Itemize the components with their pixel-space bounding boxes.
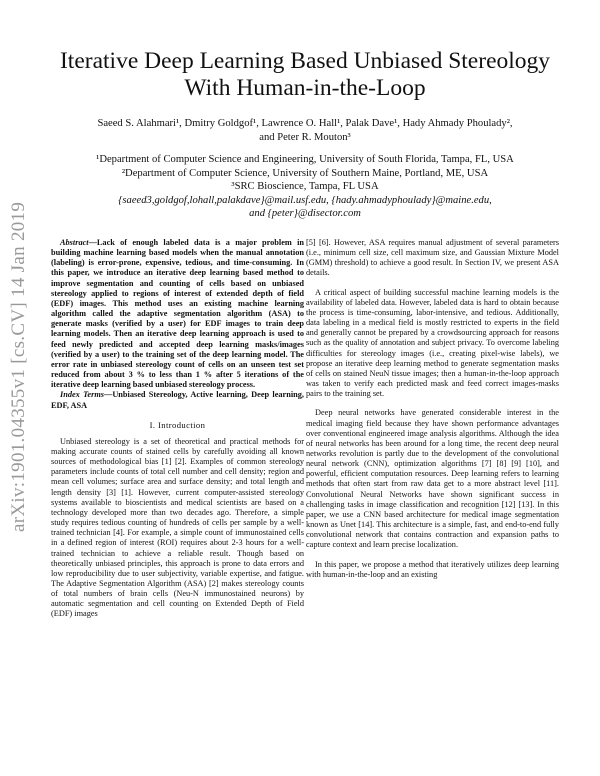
authors-line-1: Saeed S. Alahmari¹, Dmitry Goldgof¹, Lawrence O. Hall¹, Palak Dave¹, Hady Ahmady Phoulady²,	[97, 118, 513, 129]
arxiv-identifier: arXiv:1901.04355v1 [cs.CV] 14 Jan 2019	[8, 201, 29, 532]
email-line-1: {saeed3,goldgof,lohall,palakdave}@mail.usf.edu, {hady.ahmadyphoulady}@maine.edu,	[118, 194, 492, 206]
index-terms-label: Index Terms	[60, 390, 105, 400]
affiliations	[40, 153, 570, 221]
intro-paragraph-continued: [5] [6]. However, ASA requires manual adjustment of several parameters (i.e., minimum cell size, cell maximum size, and Gaussian Mixture Model (GMM) threshold) to achieve a good result. In Section IV, we present ASA details.	[306, 238, 559, 278]
email-line-2: and {peter}@disector.com	[249, 208, 361, 219]
index-terms	[51, 390, 304, 410]
intro-paragraph-3: Deep neural networks have generated considerable interest in the medical imaging field because they have shown performance advantages over conventional engineered image analysis algorithms. Although the idea of neural networks has been around for a long time, the recent deep neural networks revolution is partly due to the development of the convolutional neural network (CNN), optimization algorithms [7] [8] [9] [10], and powerful, efficient computation resources. Deep learning refers to learning methods that often start from raw data get to a more abstract level [11]. Convolutional Neural Networks have shown significant success in challenging tasks in image classification and recognition [12] [13]. In this paper, we use a CNN based architecture for medical image segmentation known as Unet [14]. This architecture is a simple, fast, and end-to-end fully convolutional network that contains contraction and expansion paths to capture context and learn precise localization.	[306, 408, 559, 550]
affiliation-2: ²Department of Computer Science, University of Southern Maine, Portland, ME, USA	[121, 167, 489, 179]
paper-title	[40, 48, 570, 102]
abstract-label: Abstract	[60, 238, 89, 247]
title-line-1: Iterative Deep Learning Based Unbiased Stereology	[59, 48, 551, 74]
affiliation-3: ³SRC Bioscience, Tampa, FL USA	[231, 181, 379, 192]
author-list	[40, 117, 570, 144]
abstract	[51, 238, 304, 390]
index-terms-text: —Unbiased Stereology, Active learning, Deep learning, EDF, ASA	[51, 390, 304, 410]
affiliation-1: ¹Department of Computer Science and Engineering, University of South Florida, Tampa, FL, USA	[96, 154, 514, 165]
intro-paragraph-4: In this paper, we propose a method that iteratively utilizes deep learning with human-in-the-loop and an existing	[306, 559, 559, 579]
intro-paragraph-2: A critical aspect of building successful machine learning models is the availability of labeled data. However, labeled data is hard to obtain because the process is time-consuming, labor-intensive, and tedious. Additionally, data labeling in a medical field is mostly restricted to experts in the field and generally cannot be prepared by a crowdsourcing approach for reasons such as the quality of annotation and subject privacy. To overcome labeling difficulties for stereology images (i.e., creating pixel-wise labels), we propose an iterative deep learning method to generate segmentation masks of cells on stained NeuN tissue images; then a human-in-the-loop approach was taken to verify each predicted mask and feed correct images-masks pairs to the training set.	[306, 287, 559, 399]
abstract-text: —Lack of enough labeled data is a major problem in building machine learning based models when the manual annotation (labeling) is error-prone, expensive, tedious, and time-consuming. In this paper, we introduce an iterative deep learning based method to improve segmentation and counting of cells based on unbiased stereology applied to regions of interest of extended depth of field (EDF) images. This method uses an existing machine learning algorithm called the adaptive segmentation algorithm (ASA) to generate masks (verified by a user) for EDF images to train deep learning models. Then an iterative deep learning approach is used to feed newly predicted and accepted deep learning masks/images (verified by a user) to the training set of the deep learning model. The error rate in unbiased stereology count of cells on an unseen test set reduced from about 3 % to less than 1 % after 5 iterations of the iterative deep learning based unbiased stereology process.	[51, 238, 304, 390]
right-column	[306, 238, 559, 589]
left-column	[51, 238, 304, 629]
section-heading-introduction: I. Introduction	[149, 419, 206, 430]
intro-paragraph-1: Unbiased stereology is a set of theoretical and practical methods for making accurate counts of stained cells by carefully avoiding all known sources of methodological bias [1] [2]. Examples of common stereology parameters include counts of total cell number and cell density; region and mean cell volumes; surface area and surface density; and total length and length density [3] [1]. However, current computer-assisted stereology systems available to bioscientists and medical scientists are based on a technology developed more than two decades ago. Therefore, a simple study requires tedious counting of hundreds of cells per sample by a well-trained technician [4]. For example, a simple count of immunostained cells in a defined region of interest (ROI) requires about 2-3 hours for a well-trained technician to achieve a reliable result. Though based on theoretically unbiased principles, this approach is prone to data errors and low reproducibility due to user subjectivity, variable expertise, and fatigue. The Adaptive Segmentation Algorithm (ASA) [2] makes stereology counts of total numbers of brain cells (Neu-N immunostained neurons) by automatic segmentation and cell counting on Extended Depth of Field (EDF) images	[51, 436, 304, 619]
authors-line-2: and Peter R. Mouton³	[259, 131, 351, 143]
title-line-2: With Human-in-the-Loop	[184, 75, 426, 101]
